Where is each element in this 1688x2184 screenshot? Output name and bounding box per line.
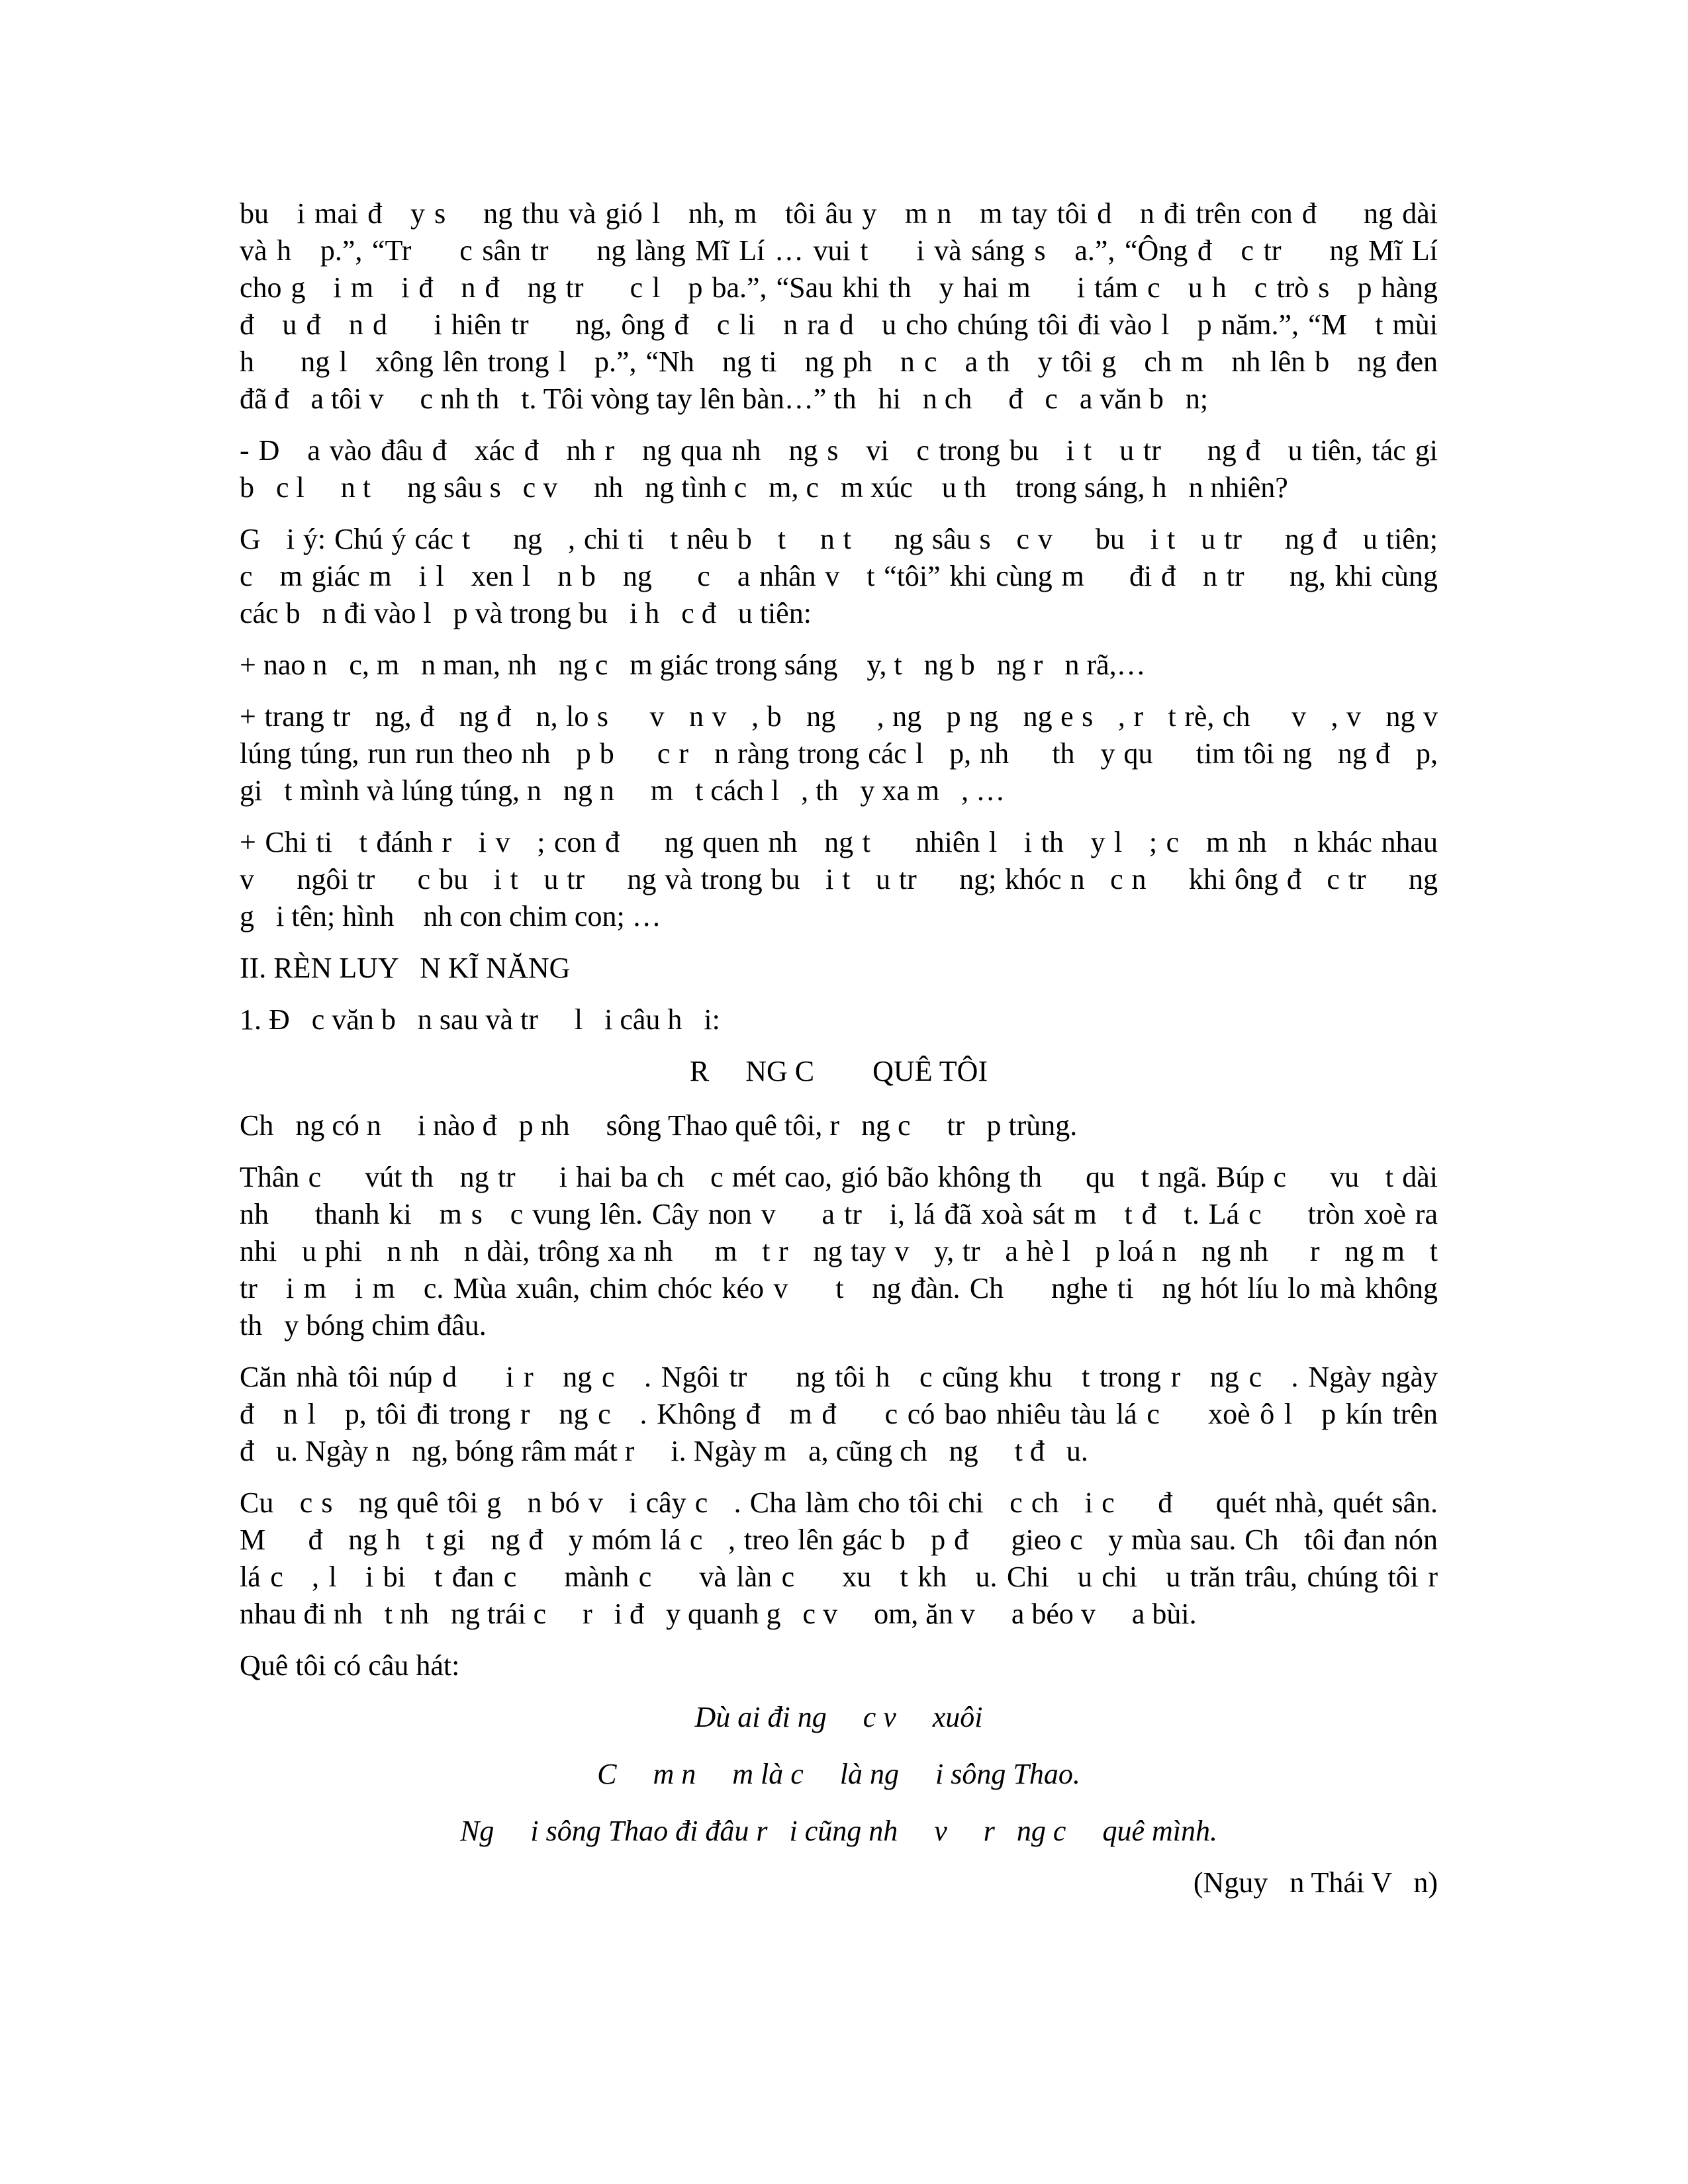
text-line: nh thanh ki m s c vung lên. Cây non v a tr i, lá đã xoà sát m t đ t. Lá c tròn xoè ra [240, 1198, 1438, 1230]
section-heading: II. RÈN LUY N KĨ NĂNG [240, 952, 571, 984]
text-line: Quê tôi có câu hát: [240, 1649, 460, 1682]
paragraph-bullet-2 [240, 698, 1438, 809]
paragraph-quotes [240, 195, 1438, 418]
exercise-instruction: 1. Đ c văn b n sau và tr l i câu h i: [240, 1003, 720, 1036]
poem-verse: Dù ai đi ng c v xuôi [694, 1701, 983, 1733]
text-line: v ngôi tr c bu i t u tr ng và trong bu i t u tr ng; khóc n c n khi ông đ c tr ng [240, 863, 1438, 895]
poem-verse: Ng i sông Thao đi đâu r i cũng nh v r ng c quê mình. [460, 1815, 1217, 1847]
reading-paragraph-2 [240, 1159, 1438, 1344]
text-line: nhau đi nh t nh ng trái c r i đ y quanh g c v om, ăn v a béo v a bùi. [240, 1598, 1197, 1630]
text-line: lúng túng, run run theo nh p b c r n ràng trong các l p, nh th y qu tim tôi ng ng đ p, [240, 737, 1438, 770]
text-line: M đ ng h t gi ng đ y móm lá c , treo lên gác b p đ gieo c y mùa sau. Ch tôi đan nón [240, 1524, 1438, 1556]
poem [240, 1699, 1438, 1850]
text-line: và h p.”, “Tr c sân tr ng làng Mĩ Lí … vui t i và sáng s a.”, “Ông đ c tr ng Mĩ Lí [240, 234, 1438, 267]
text-line: đ u đ n d i hiên tr ng, ông đ c li n ra d u cho chúng tôi đi vào l p năm.”, “M t mùi [240, 308, 1438, 341]
text-line: G i ý: Chú ý các t ng , chi ti t nêu b t n t ng sâu s c v bu i t u tr ng đ u tiên; [240, 523, 1438, 555]
paragraph-question [240, 432, 1438, 506]
text-line: Thân c vút th ng tr i hai ba ch c mét cao, gió bão không th qu t ngã. Búp c vu t dài [240, 1161, 1438, 1193]
poem-verse: C m n m là c là ng i sông Thao. [597, 1758, 1080, 1790]
text-line: th y bóng chim đâu. [240, 1309, 487, 1342]
text-line: c m giác m i l xen l n b ng c a nhân v t “tôi” khi cùng m đi đ n tr ng, khi cùng [240, 560, 1438, 592]
text-line: gi t mình và lúng túng, n ng n m t cách l , th y xa m , … [240, 774, 1006, 807]
reading-paragraph-5 [240, 1647, 1438, 1684]
text-line: h ng l xông lên trong l p.”, “Nh ng ti ng ph n c a th y tôi g ch m nh lên b ng đen [240, 345, 1438, 378]
text-line: bu i mai đ y s ng thu và gió l nh, m tôi âu y m n m tay tôi d n đi trên con đ ng dài [240, 197, 1438, 230]
reading-paragraph-3 [240, 1359, 1438, 1470]
text-line: nhi u phi n nh n dài, trông xa nh m t r ng tay v y, tr a hè l p loá n ng nh r ng m t [240, 1235, 1438, 1267]
text-line: + nao n c, m n man, nh ng c m giác trong sáng y, t ng b ng r n rã,… [240, 649, 1146, 681]
reading-title: R NG C QUÊ TÔI [689, 1055, 988, 1087]
paragraph-bullet-3 [240, 824, 1438, 935]
text-line: Ch ng có n i nào đ p nh sông Thao quê tôi, r ng c tr p trùng. [240, 1109, 1078, 1142]
text-line: đã đ a tôi v c nh th t. Tôi vòng tay lên bàn…” th hi n ch đ c a văn b n; [240, 383, 1209, 415]
text-line: các b n đi vào l p và trong bu i h c đ u tiên: [240, 597, 812, 629]
text-line: + trang tr ng, đ ng đ n, lo s v n v , b ng , ng p ng ng e s , r t rè, ch v , v ng v [240, 700, 1438, 733]
text-line: g i tên; hình nh con chim con; … [240, 900, 661, 933]
text-line: lá c , l i bi t đan c mành c và làn c xu t kh u. Chi u chi u trăn trâu, chúng tôi r [240, 1561, 1438, 1593]
paragraph-hint [240, 521, 1438, 632]
text-line: - D a vào đâu đ xác đ nh r ng qua nh ng s vi c trong bu i t u tr ng đ u tiên, tác gi [240, 434, 1438, 467]
text-line: tr i m i m c. Mùa xuân, chim chóc kéo v t ng đàn. Ch nghe ti ng hót líu lo mà không [240, 1272, 1438, 1304]
text-line: đ n l p, tôi đi trong r ng c . Không đ m đ c có bao nhiêu tàu lá c xoè ô l p kín trên [240, 1398, 1438, 1430]
reading-paragraph-4 [240, 1484, 1438, 1633]
paragraph-bullet-1 [240, 647, 1438, 684]
text-line: Cu c s ng quê tôi g n bó v i cây c . Cha làm cho tôi chi c ch i c đ quét nhà, quét sân. [240, 1486, 1438, 1519]
text-line: cho g i m i đ n đ ng tr c l p ba.”, “Sau khi th y hai m i tám c u h c trò s p hàng [240, 271, 1438, 304]
author-credit: (Nguy n Thái V n) [1193, 1866, 1438, 1899]
text-line: Căn nhà tôi núp d i r ng c . Ngôi tr ng tôi h c cũng khu t trong r ng c . Ngày ngày [240, 1361, 1438, 1393]
reading-paragraph-1 [240, 1107, 1438, 1144]
text-line: đ u. Ngày n ng, bóng râm mát r i. Ngày m a, cũng ch ng t đ u. [240, 1435, 1088, 1467]
text-line: b c l n t ng sâu s c v nh ng tình c m, c m xúc u th trong sáng, h n nhiên? [240, 471, 1288, 504]
text-line: + Chi ti t đánh r i v ; con đ ng quen nh ng t nhiên l i th y l ; c m nh n khác nhau [240, 826, 1438, 858]
document-body [240, 195, 1438, 1901]
